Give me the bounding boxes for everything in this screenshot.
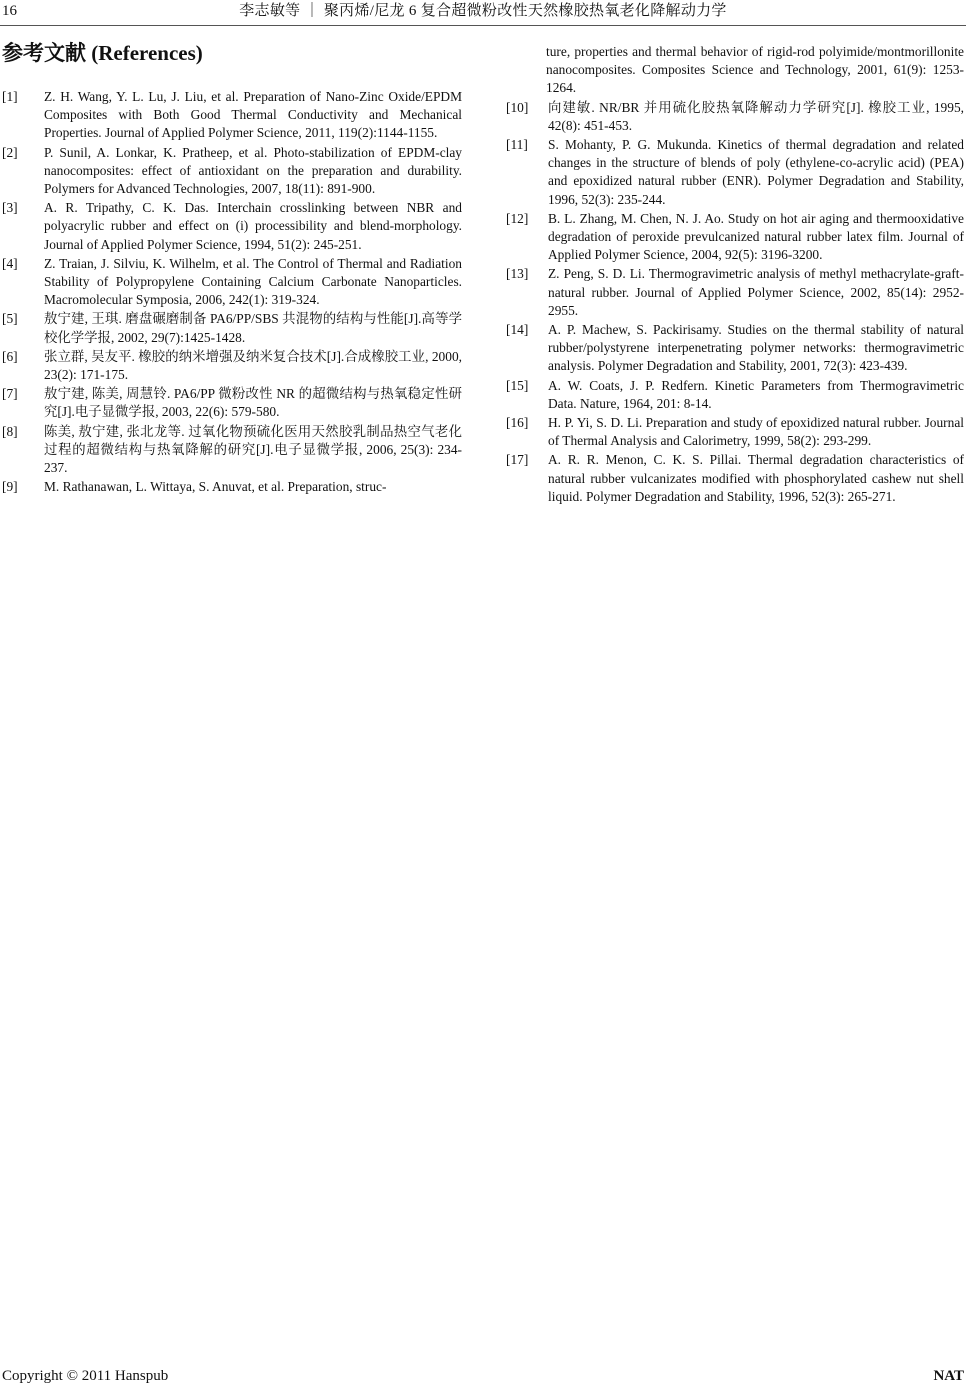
left-column: [2, 88, 462, 497]
running-title: 李志敏等 ｜ 聚丙烯/尼龙 6 复合超微粉改性天然橡胶热氧老化降解动力学: [239, 3, 727, 19]
reference-text: 敖宁建, 陈美, 周慧铃. PA6/PP 微粉改性 NR 的超微结构与热氧稳定性研究[J].电子显微学报, 2003, 22(6): 579-580.: [44, 386, 462, 420]
reference-text: Z. H. Wang, Y. L. Lu, J. Liu, et al. Preparation of Nano-Zinc Oxide/EPDM Composites with Both Good Thermal Conductivity and Mechanical Properties. Journal of Applied Polymer Science, 2011, 119(2):1144-1155.: [44, 89, 462, 141]
reference-item: [506, 321, 964, 376]
reference-text: A. R. R. Menon, C. K. S. Pillai. Thermal degradation characteristics of natural rubber vulcanizates modified with phosphorylated cashew nut shell liquid. Polymer Degradation and Stability, 1996, 52(3): 265-271.: [548, 452, 964, 504]
reference-text: A. P. Machew, S. Packirisamy. Studies on the thermal stability of natural rubber/polystyrene interpenetrating polymer networks: thermogravimetric analysis. Polymer Degradation and Stability, 2001, 72(3): 423-439.: [548, 322, 964, 374]
reference-item: [506, 99, 964, 135]
reference-number: [4]: [2, 255, 18, 271]
reference-number: [3]: [2, 200, 18, 216]
reference-item: [2, 199, 462, 254]
reference-number: [14]: [506, 322, 529, 338]
reference-item: [2, 348, 462, 384]
reference-text: 陈美, 敖宁建, 张北龙等. 过氧化物预硫化医用天然胶乳制品热空气老化过程的超微结构与热氧降解的研究[J].电子显微学报, 2006, 25(3): 234-237.: [44, 423, 462, 476]
reference-item: [2, 423, 462, 478]
reference-text: A. W. Coats, J. P. Redfern. Kinetic Parameters from Thermogravimetric Data. Nature, 1964, 201: 8-14.: [548, 377, 964, 411]
reference-item: [506, 210, 964, 265]
reference-number: [7]: [2, 386, 18, 402]
reference-number: [13]: [506, 266, 529, 282]
page-number: 16: [2, 3, 17, 19]
reference-number: [1]: [2, 89, 18, 104]
reference-text: P. Sunil, A. Lonkar, K. Pratheep, et al. Photo-stabilization of EPDM-clay nanocomposites: effect of antioxidant on the preparation and durability. Polymers for Advanced Technologies, 2007, 18(11): 891-900.: [44, 144, 462, 197]
reference-number: [11]: [506, 137, 528, 153]
reference-text: 向建敏. NR/BR 并用硫化胶热氧降解动力学研究[J]. 橡胶工业, 1995, 42(8): 451-453.: [548, 99, 964, 133]
right-column: [506, 43, 964, 507]
reference-text: S. Mohanty, P. G. Mukunda. Kinetics of thermal degradation and related changes in the structure of blends of poly (ethylene-co-acrylic acid) (PEA) and epoxidized natural rubber (ENR). Polymer Degradation and Stability, 1996, 52(3): 235-244.: [548, 137, 964, 207]
reference-item: [2, 144, 462, 199]
reference-text: 张立群, 吴友平. 橡胶的纳米增强及纳米复合技术[J].合成橡胶工业, 2000, 23(2): 171-175.: [44, 348, 462, 383]
reference-item: [2, 310, 462, 346]
header-rule: [0, 25, 966, 26]
reference-text: A. R. Tripathy, C. K. Das. Interchain crosslinking between NBR and polyacrylic rubber and effect on (i) processibility and blend-morphology. Journal of Applied Polymer Science, 1994, 51(2): 245-251.: [44, 200, 462, 252]
reference-item: [2, 478, 462, 496]
journal-abbreviation: NAT: [933, 1368, 964, 1384]
reference-item: [506, 451, 964, 506]
reference-text: 敖宁建, 王琪. 磨盘碾磨制备 PA6/PP/SBS 共混物的结构与性能[J].高等学校化学学报, 2002, 29(7):1425-1428.: [44, 311, 462, 345]
reference-number: [5]: [2, 311, 18, 327]
copyright-notice: Copyright © 2011 Hanspub: [2, 1368, 169, 1384]
reference-number: [15]: [506, 377, 529, 393]
reference-number: [2]: [2, 144, 18, 160]
reference-item: [506, 414, 964, 450]
reference-item: [506, 136, 964, 209]
reference-text: M. Rathanawan, L. Wittaya, S. Anuvat, et al. Preparation, struc-: [44, 479, 387, 495]
reference-text: H. P. Yi, S. D. Li. Preparation and study of epoxidized natural rubber. Journal of Thermal Analysis and Calorimetry, 1999, 58(2): 293-299.: [548, 415, 964, 449]
reference-item: [2, 385, 462, 421]
section-title: 参考文献 (References): [2, 41, 203, 65]
reference-item: [506, 265, 964, 320]
reference-continuation: ture, properties and thermal behavior of rigid-rod polyimide/montmorillonite nanocomposites. Composites Science and Technology, 2001, 61(9): 1253-1264.: [546, 44, 964, 96]
reference-item: [506, 377, 964, 413]
reference-text: B. L. Zhang, M. Chen, N. J. Ao. Study on hot air aging and thermooxidative degradation of peroxide prevulcanized natural rubber latex film. Journal of Applied Polymer Science, 2004, 92(5): 3196-3200.: [548, 210, 964, 263]
reference-number: [8]: [2, 423, 18, 439]
reference-number: [16]: [506, 415, 529, 431]
reference-number: [17]: [506, 452, 529, 468]
reference-item: [2, 88, 462, 143]
reference-number: [6]: [2, 348, 18, 364]
reference-number: [12]: [506, 210, 529, 226]
page-header: [0, 0, 966, 26]
reference-item: [2, 255, 462, 310]
reference-number: [9]: [2, 479, 18, 495]
page-footer: [0, 1367, 966, 1387]
reference-text: Z. Traian, J. Silviu, K. Wilhelm, et al. The Control of Thermal and Radiation Stability of Polypropylene Containing Calcium Carbonate Nanoparticles. Macromolecular Symposia, 2006, 242(1): 319-324.: [44, 255, 462, 308]
reference-number: [10]: [506, 99, 529, 115]
reference-text: Z. Peng, S. D. Li. Thermogravimetric analysis of methyl methacrylate-graft-natural rubber. Journal of Applied Polymer Science, 2002, 85(14): 2952-2955.: [548, 266, 964, 318]
